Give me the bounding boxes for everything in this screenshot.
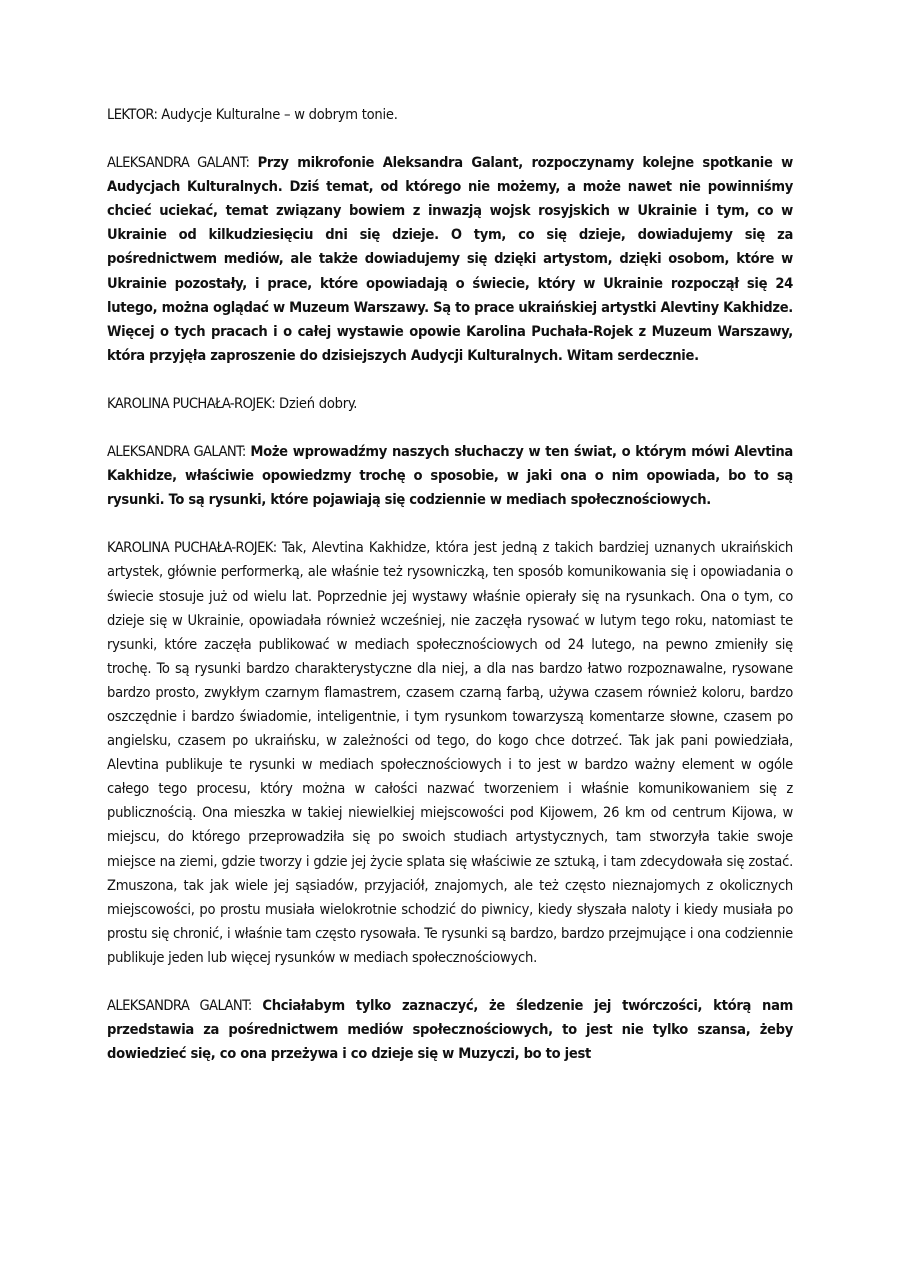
speech-text: Audycje Kulturalne – w dobrym tonie. — [161, 106, 398, 123]
paragraph-galant-intro — [107, 151, 793, 368]
paragraph-puchala-greeting — [107, 392, 793, 416]
paragraph-lektor — [107, 103, 793, 127]
transcript-page — [107, 103, 793, 1090]
speaker-label: ALEKSANDRA GALANT: — [107, 154, 250, 172]
speaker-label: ALEKSANDRA GALANT: — [107, 997, 252, 1014]
speech-text: Chciałabym tylko zaznaczyć, że śledzenie jej twórczości, którą nam przedstawia za pośrednictwem mediów społecznościowych, to jest nie tylko szansa, żeby dowiedzieć się, co ona przeżywa i co dzieje się w Muzyczi, bo to jest — [107, 997, 794, 1063]
speaker-label: KAROLINA PUCHAŁA-ROJEK: — [107, 394, 276, 412]
speech-text: Dzień dobry. — [279, 394, 358, 412]
speaker-label: KAROLINA PUCHAŁA-ROJEK: — [107, 539, 277, 557]
speech-text: Przy mikrofonie Aleksandra Galant, rozpoczynamy kolejne spotkanie w Audycjach Kulturalnych. Dziś temat, od którego nie możemy, a może nawet nie powinniśmy chcieć uciekać, temat związany bowiem z inwazją wojsk rosyjskich w Ukrainie i tym, co w Ukrainie od kilkudziesięciu dni się dzieje. O tym, co się dzieje, dowiadujemy się za pośrednictwem mediów, ale także dowiadujemy się dzięki artystom, dzięki osobom, które w Ukrainie pozostały, i prace, które opowiadają o świecie, który w Ukrainie rozpoczął się 24 lutego, można oglądać w Muzeum Warszawy. Są to prace ukraińskiej artystki Alevtiny Kakhidze. Więcej o tych pracach i o całej wystawie opowie Karolina Puchała-Rojek z Muzeum Warszawy, która przyjęła zaproszenie do dzisiejszych Audycji Kulturalnych. Witam serdecznie. — [107, 154, 793, 364]
speaker-label: ALEKSANDRA GALANT: — [107, 443, 246, 461]
speech-text: Może wprowadźmy naszych słuchaczy w ten świat, o którym mówi Alevtina Kakhidze, właściwie opowiedzmy trochę o sposobie, w jaki ona o nim opowiada, bo to są rysunki. To są rysunki, które pojawiają się codziennie w mediach społecznościowych. — [107, 443, 793, 509]
paragraph-galant-question — [107, 440, 793, 512]
paragraph-puchala-answer — [107, 536, 793, 970]
speech-text: Tak, Alevtina Kakhidze, która jest jedną z takich bardziej uznanych ukraińskich artystek, głównie performerką, ale właśnie też rysowniczką, ten sposób komunikowania się i opowiadania o świecie stosuje już od wielu lat. Poprzednie jej wystawy właśnie opierały się na rysunkach. Ona o tym, co dzieje się w Ukrainie, opowiadała również wcześniej, nie zaczęła rysować w lutym tego roku, natomiast te rysunki, które zaczęła publikować w mediach społecznościowych od 24 lutego, na pewno zmieniły się trochę. To są rysunki bardzo charakterystyczne dla niej, a dla nas bardzo łatwo rozpoznawalne, rysowane bardzo prosto, zwykłym czarnym flamastrem, czasem czarną farbą, używa czasem również koloru, bardzo oszczędnie i bardzo świadomie, inteligentnie, i tym rysunkom towarzyszą komentarze słowne, czasem po angielsku, czasem po ukraińsku, w zależności od tego, do kogo chce dotrzeć. Tak jak pani powiedziała, Alevtina publikuje te rysunki w mediach społecznościowych i to jest w bardzo ważny element w ogóle całego tego procesu, który można w całości nazwać tworzeniem i właśnie komunikowaniem się z publicznością. Ona mieszka w takiej niewielkiej miejscowości pod Kijowem, 26 km od centrum Kijowa, w miejscu, do którego przeprowadziła się po swoich studiach artystycznych, tam stworzyła takie swoje miejsce na ziemi, gdzie tworzy i gdzie jej życie splata się właściwie ze sztuką, i tam zdecydowała się zostać. Zmuszona, tak jak wiele jej sąsiadów, przyjaciół, znajomych, ale też często nieznajomych z okolicznych miejscowości, po prostu musiała wielokrotnie schodzić do piwnicy, kiedy słyszała naloty i kiedy musiała po prostu się chronić, i właśnie tam często rysowała. Te rysunki są bardzo, bardzo przejmujące i ona codziennie publikuje jeden lub więcej rysunków w mediach społecznościowych. — [107, 539, 793, 966]
speaker-label: LEKTOR: — [107, 106, 158, 123]
paragraph-galant-comment — [107, 994, 793, 1066]
